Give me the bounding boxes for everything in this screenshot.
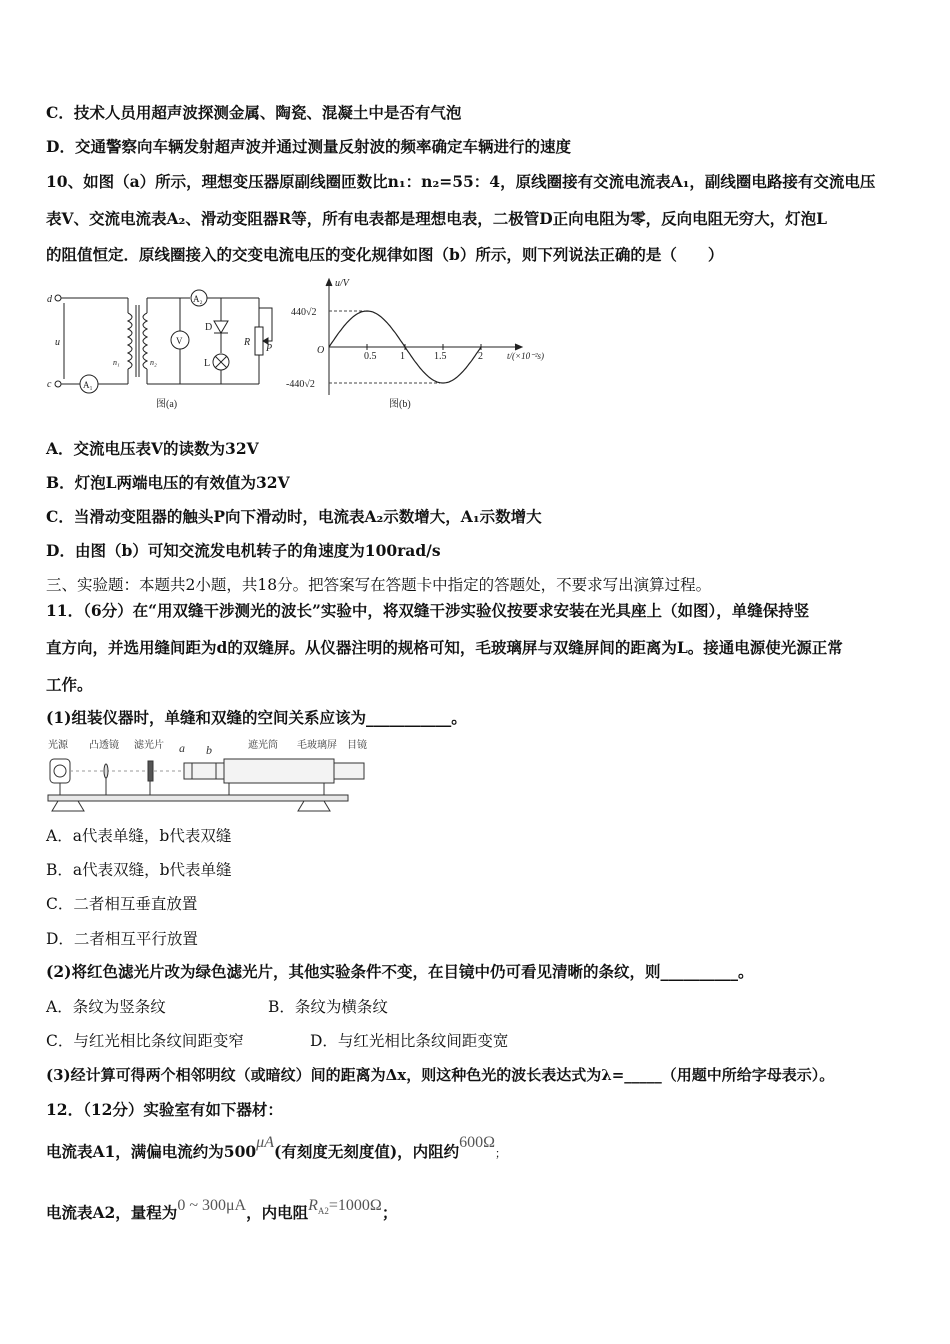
a1-text-1: 电流表A1，满偏电流约为500 [46, 1142, 257, 1161]
origin-label: O [317, 345, 325, 356]
a1-unit: μA [256, 1134, 274, 1151]
ammeter-a1-line [46, 1134, 507, 1164]
y-min-label: -440√2 [286, 379, 315, 390]
q11-part1-option-d: D．二者相互平行放置 [46, 930, 198, 948]
tick-label-1-5: 1.5 [434, 351, 447, 362]
fig-a-diode-label: D [205, 322, 213, 333]
q12-heading: 12．（12分）实验室有如下器材： [46, 1100, 283, 1119]
label-light-source: 光源 [48, 740, 68, 751]
a2-range: 0 ~ 300μA [177, 1197, 247, 1214]
fig-a-label-n2: n₂ [150, 358, 157, 367]
option-c-prev: C．技术人员用超声波探测金属、陶瓷、混凝土中是否有气泡 [46, 103, 462, 122]
q10-option-d: D．由图（b）可知交流发电机转子的角速度为100rad/s [46, 541, 441, 560]
fig-a-resistor-label: R [244, 337, 251, 348]
tick-label-0-5: 0.5 [364, 351, 377, 362]
fig-a-label-c: c [47, 379, 52, 390]
a2-end: ； [381, 1203, 398, 1222]
q11-part1-option-c: C．二者相互垂直放置 [46, 895, 198, 913]
q11-part3: (3)经计算可得两个相邻明纹（或暗纹）间的距离为Δx，则这种色光的波长表达式为λ=_____（用题中所给字母表示）。 [46, 1066, 835, 1084]
label-a: a [179, 741, 185, 755]
label-convex-lens: 凸透镜 [89, 740, 119, 751]
q10-line3: 的阻值恒定．原线圈接入的交变电流电压的变化规律如图（b）所示，则下列说法正确的是（ ） [46, 245, 724, 264]
label-screen: 毛玻璃屏 [297, 740, 337, 751]
label-b: b [206, 743, 212, 757]
fig-a-ammeter-a1: A₁ [83, 380, 93, 390]
q11-part2-option-d: D．与红光相比条纹间距变宽 [310, 1032, 509, 1050]
label-tube: 遮光筒 [248, 740, 278, 751]
fig-a-lamp-label: L [204, 358, 211, 369]
q11-part2-option-c: C．与红光相比条纹间距变窄 [46, 1032, 244, 1050]
a1-text-2: (有刻度无刻度值)，内阻约 [273, 1142, 460, 1161]
figure-a-circuit [44, 283, 284, 413]
a2-resistance-symbol: R [308, 1197, 318, 1214]
q10-option-a: A．交流电压表V的读数为32V [46, 439, 259, 458]
x-axis-label: t/(×10⁻²s) [507, 351, 545, 361]
fig-a-label-d: d [47, 294, 52, 305]
q10-option-b: B．灯泡L两端电压的有效值为32V [46, 473, 290, 492]
q11-part1: (1)组装仪器时，单缝和双缝的空间关系应该为___________。 [46, 708, 467, 727]
y-axis-label: u/V [335, 278, 349, 289]
option-d-prev: D．交通警察向车辆发射超声波并通过测量反射波的频率确定车辆进行的速度 [46, 137, 571, 156]
q10-option-c: C．当滑动变阻器的触头P向下滑动时，电流表A₂示数增大，A₁示数增大 [46, 507, 542, 526]
fig-a-voltmeter: V [176, 336, 183, 346]
q11-part1-option-a: A．a代表单缝，b代表双缝 [46, 827, 232, 845]
a2-resistance-subscript: A2 [317, 1206, 329, 1217]
fig-a-label-n1: n₁ [113, 358, 120, 367]
label-eyepiece: 目镜 [347, 740, 367, 751]
fig-a-ammeter-a2: A₂ [193, 294, 203, 304]
q11-line2: 直方向，并选用缝间距为d的双缝屏。从仪器注明的规格可知，毛玻璃屏与双缝屏间的距离为L。接通电源使光源正常 [46, 638, 843, 657]
fig-a-label-u: u [55, 337, 60, 348]
a2-text-2: ，内电阻 [246, 1203, 309, 1222]
section-3-heading: 三、实验题：本题共2小题，共18分。把答案写在答题卡中指定的答题处，不要求写出演算过程。 [46, 576, 712, 594]
a1-end: ； [495, 1147, 507, 1160]
q10-line2: 表V、交流电流表A₂、滑动变阻器R等，所有电表都是理想电表，二极管D正向电阻为零，反向电阻无穷大，灯泡L [46, 209, 828, 228]
fig-a-caption: 图(a) [156, 399, 178, 410]
a2-text-1: 电流表A2，量程为 [46, 1203, 178, 1222]
fig-b-caption: 图(b) [389, 399, 411, 410]
tick-label-1: 1 [400, 351, 405, 362]
q11-part2-option-b: B．条纹为横条纹 [268, 998, 388, 1016]
ammeter-a2-line [46, 1197, 398, 1229]
y-max-label: 440√2 [291, 307, 317, 318]
fig-a-slider-label: P [266, 343, 273, 354]
q11-line1: 11．（6分）在“用双缝干涉测光的波长”实验中，将双缝干涉实验仪按要求安装在光具座上（如图），单缝保持竖 [46, 601, 810, 620]
q10-line1: 10、如图（a）所示，理想变压器原副线圈匝数比n₁：n₂=55：4，原线圈接有交流电流表A₁，副线圈电路接有交流电压 [46, 172, 876, 191]
q11-part1-option-b: B．a代表双缝，b代表单缝 [46, 861, 232, 879]
figure-b-chart [285, 275, 565, 413]
label-filter: 滤光片 [134, 740, 164, 751]
tick-label-2: 2 [478, 351, 483, 362]
a2-resistance-value: =1000Ω [328, 1197, 382, 1214]
apparatus-diagram [44, 735, 384, 817]
a1-resistance: 600Ω [459, 1134, 496, 1151]
q11-part2-option-a: A．条纹为竖条纹 [46, 998, 166, 1016]
q11-line3: 工作。 [46, 675, 93, 694]
q11-part2: (2)将红色滤光片改为绿色滤光片，其他实验条件不变，在目镜中仍可看见清晰的条纹，则__________。 [46, 962, 754, 981]
